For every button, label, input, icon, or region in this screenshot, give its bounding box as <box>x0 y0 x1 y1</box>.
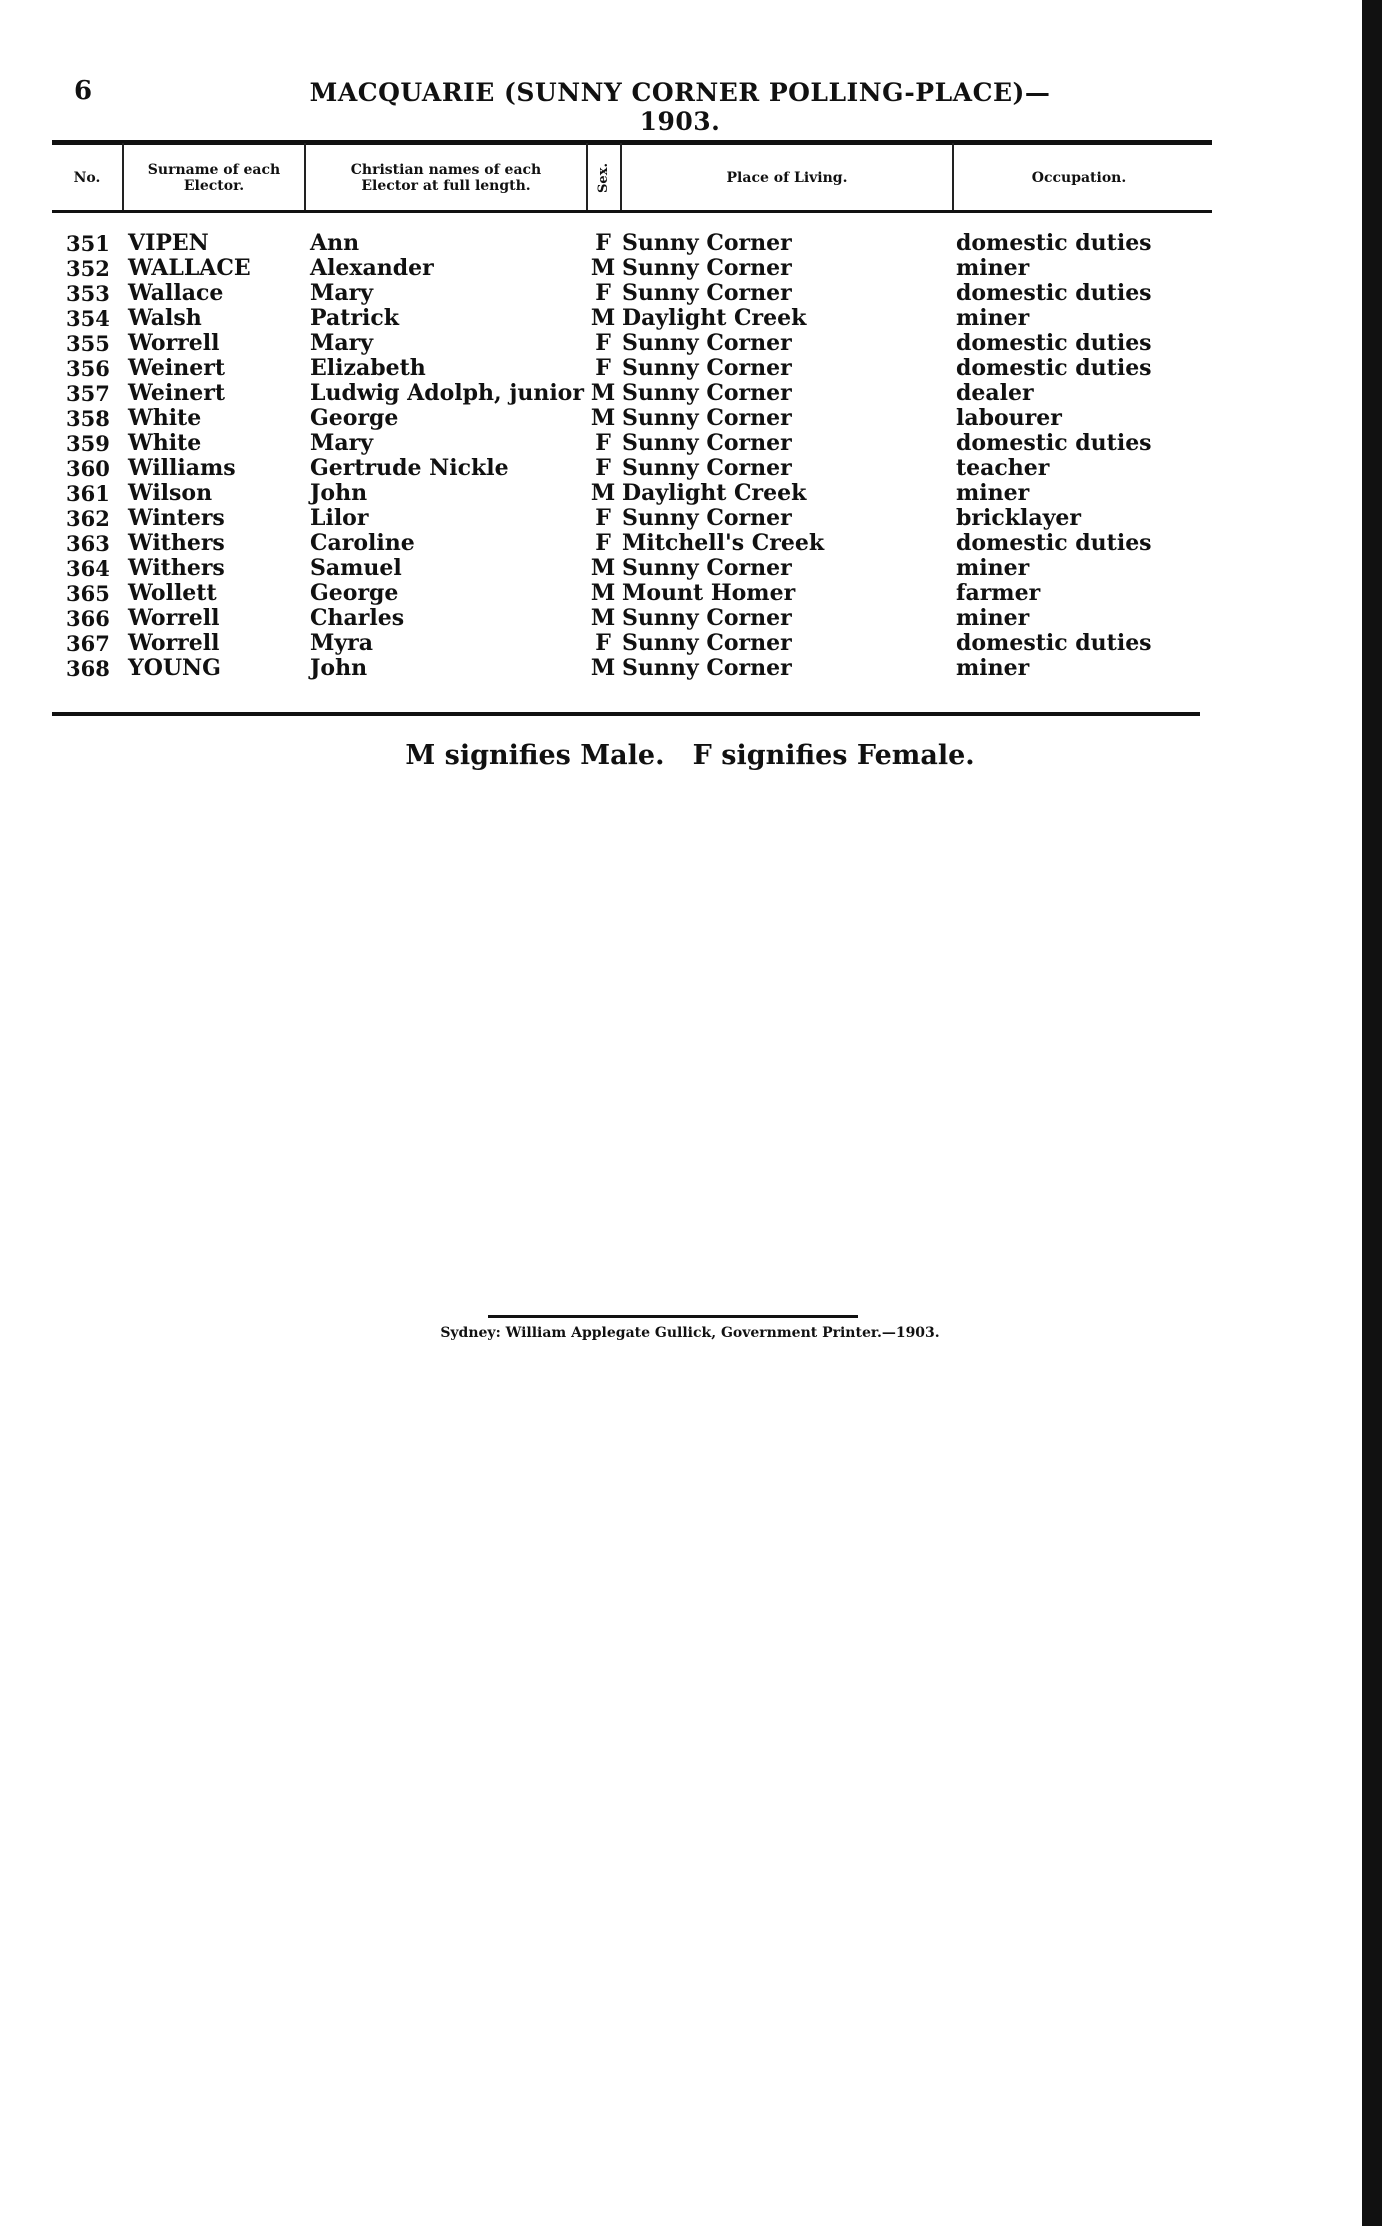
elector-place: Sunny Corner <box>622 280 792 306</box>
elector-number: 359 <box>66 431 110 456</box>
table-row <box>0 431 1382 456</box>
elector-surname: Winters <box>128 505 225 531</box>
elector-sex: M <box>590 605 616 631</box>
elector-number: 360 <box>66 456 110 481</box>
elector-occupation: miner <box>956 555 1030 581</box>
elector-occupation: miner <box>956 655 1030 681</box>
column-header-sex: Sex. <box>596 163 611 193</box>
table-row <box>0 331 1382 356</box>
elector-christian-names: George <box>310 580 399 606</box>
elector-sex: F <box>595 505 611 531</box>
elector-occupation: miner <box>956 255 1030 281</box>
elector-number: 353 <box>66 281 110 306</box>
elector-number: 356 <box>66 356 110 381</box>
elector-christian-names: John <box>310 480 368 506</box>
elector-sex: M <box>590 305 616 331</box>
column-header-christian-names: Christian names of each Elector at full length. <box>350 162 542 194</box>
elector-sex: F <box>595 630 611 656</box>
elector-christian-names: Gertrude Nickle <box>310 455 509 481</box>
elector-occupation: domestic duties <box>956 330 1152 356</box>
elector-number: 361 <box>66 481 110 506</box>
elector-christian-names: Myra <box>310 630 373 656</box>
elector-christian-names: Caroline <box>310 530 415 556</box>
elector-place: Sunny Corner <box>622 555 792 581</box>
elector-place: Daylight Creek <box>622 305 807 331</box>
elector-number: 354 <box>66 306 110 331</box>
elector-surname: VIPEN <box>128 230 209 256</box>
sex-legend: M signifies Male. F signifies Female. <box>405 740 975 771</box>
elector-surname: YOUNG <box>128 655 221 681</box>
printer-imprint: Sydney: William Applegate Gullick, Government Printer.—1903. <box>440 1325 940 1341</box>
table-row <box>0 531 1382 556</box>
printer-rule <box>488 1315 858 1318</box>
table-row <box>0 456 1382 481</box>
elector-occupation: miner <box>956 605 1030 631</box>
elector-surname: Wallace <box>128 280 224 306</box>
elector-sex: F <box>595 530 611 556</box>
elector-number: 351 <box>66 231 110 256</box>
elector-occupation: farmer <box>956 580 1041 606</box>
elector-christian-names: Charles <box>310 605 405 631</box>
table-row <box>0 281 1382 306</box>
elector-sex: M <box>590 255 616 281</box>
table-bottom-rule <box>52 712 1200 716</box>
elector-sex: F <box>595 330 611 356</box>
elector-surname: Wollett <box>128 580 217 606</box>
table-header-rule <box>52 210 1212 213</box>
elector-occupation: labourer <box>956 405 1062 431</box>
elector-surname: Wilson <box>128 480 213 506</box>
table-row <box>0 606 1382 631</box>
elector-number: 355 <box>66 331 110 356</box>
elector-sex: F <box>595 280 611 306</box>
elector-surname: Weinert <box>128 380 226 406</box>
elector-occupation: bricklayer <box>956 505 1081 531</box>
elector-surname: White <box>128 405 202 431</box>
table-row <box>0 231 1382 256</box>
elector-surname: Walsh <box>128 305 202 331</box>
elector-christian-names: George <box>310 405 399 431</box>
elector-place: Sunny Corner <box>622 230 792 256</box>
elector-sex: M <box>590 480 616 506</box>
table-row <box>0 506 1382 531</box>
elector-occupation: domestic duties <box>956 280 1152 306</box>
elector-occupation: teacher <box>956 455 1050 481</box>
page-edge-shadow <box>1362 0 1382 2226</box>
elector-number: 364 <box>66 556 110 581</box>
page-title: MACQUARIE (SUNNY CORNER POLLING-PLACE)—1903. <box>309 78 1051 136</box>
elector-surname: Withers <box>128 555 225 581</box>
elector-occupation: domestic duties <box>956 530 1152 556</box>
column-header-no: No. <box>73 170 101 186</box>
table-row <box>0 631 1382 656</box>
elector-sex: M <box>590 380 616 406</box>
elector-place: Sunny Corner <box>622 380 792 406</box>
elector-occupation: miner <box>956 480 1030 506</box>
page-number: 6 <box>74 76 93 106</box>
table-row <box>0 256 1382 281</box>
elector-place: Mount Homer <box>622 580 796 606</box>
elector-table <box>0 231 1382 681</box>
table-top-rule <box>52 140 1212 145</box>
elector-occupation: dealer <box>956 380 1034 406</box>
elector-place: Sunny Corner <box>622 455 792 481</box>
elector-christian-names: Elizabeth <box>310 355 426 381</box>
elector-occupation: domestic duties <box>956 230 1152 256</box>
elector-surname: White <box>128 430 202 456</box>
elector-surname: Withers <box>128 530 225 556</box>
elector-christian-names: Mary <box>310 330 373 356</box>
elector-sex: M <box>590 555 616 581</box>
elector-christian-names: Alexander <box>310 255 434 281</box>
elector-christian-names: Mary <box>310 430 373 456</box>
elector-christian-names: Lilor <box>310 505 369 531</box>
elector-occupation: domestic duties <box>956 355 1152 381</box>
table-row <box>0 306 1382 331</box>
elector-number: 358 <box>66 406 110 431</box>
elector-surname: WALLACE <box>128 255 251 281</box>
elector-sex: M <box>590 405 616 431</box>
table-row <box>0 581 1382 606</box>
elector-sex: F <box>595 455 611 481</box>
elector-surname: Worrell <box>128 605 220 631</box>
elector-place: Sunny Corner <box>622 405 792 431</box>
column-header-place: Place of Living. <box>726 170 848 186</box>
table-row <box>0 406 1382 431</box>
elector-christian-names: Ann <box>310 230 360 256</box>
elector-place: Sunny Corner <box>622 655 792 681</box>
table-row <box>0 656 1382 681</box>
table-row <box>0 556 1382 581</box>
elector-christian-names: Ludwig Adolph, junior <box>310 380 584 406</box>
table-row <box>0 356 1382 381</box>
elector-christian-names: Patrick <box>310 305 399 331</box>
elector-place: Sunny Corner <box>622 355 792 381</box>
elector-surname: Williams <box>128 455 236 481</box>
elector-number: 352 <box>66 256 110 281</box>
elector-place: Sunny Corner <box>622 505 792 531</box>
elector-number: 363 <box>66 531 110 556</box>
elector-number: 368 <box>66 656 110 681</box>
elector-sex: F <box>595 355 611 381</box>
elector-christian-names: Samuel <box>310 555 402 581</box>
elector-number: 362 <box>66 506 110 531</box>
elector-surname: Worrell <box>128 630 220 656</box>
column-header-surname: Surname of each Elector. <box>147 162 281 194</box>
elector-occupation: domestic duties <box>956 630 1152 656</box>
elector-place: Mitchell's Creek <box>622 530 825 556</box>
elector-place: Sunny Corner <box>622 430 792 456</box>
elector-sex: F <box>595 430 611 456</box>
elector-christian-names: John <box>310 655 368 681</box>
elector-number: 366 <box>66 606 110 631</box>
elector-place: Sunny Corner <box>622 630 792 656</box>
column-header-occupation: Occupation. <box>1031 170 1127 186</box>
elector-number: 367 <box>66 631 110 656</box>
elector-occupation: domestic duties <box>956 430 1152 456</box>
elector-christian-names: Mary <box>310 280 373 306</box>
elector-place: Sunny Corner <box>622 605 792 631</box>
elector-sex: M <box>590 655 616 681</box>
elector-surname: Weinert <box>128 355 226 381</box>
table-row <box>0 481 1382 506</box>
elector-surname: Worrell <box>128 330 220 356</box>
elector-sex: M <box>590 580 616 606</box>
table-row <box>0 381 1382 406</box>
elector-place: Sunny Corner <box>622 255 792 281</box>
elector-place: Sunny Corner <box>622 330 792 356</box>
elector-number: 357 <box>66 381 110 406</box>
elector-number: 365 <box>66 581 110 606</box>
elector-occupation: miner <box>956 305 1030 331</box>
elector-sex: F <box>595 230 611 256</box>
elector-place: Daylight Creek <box>622 480 807 506</box>
